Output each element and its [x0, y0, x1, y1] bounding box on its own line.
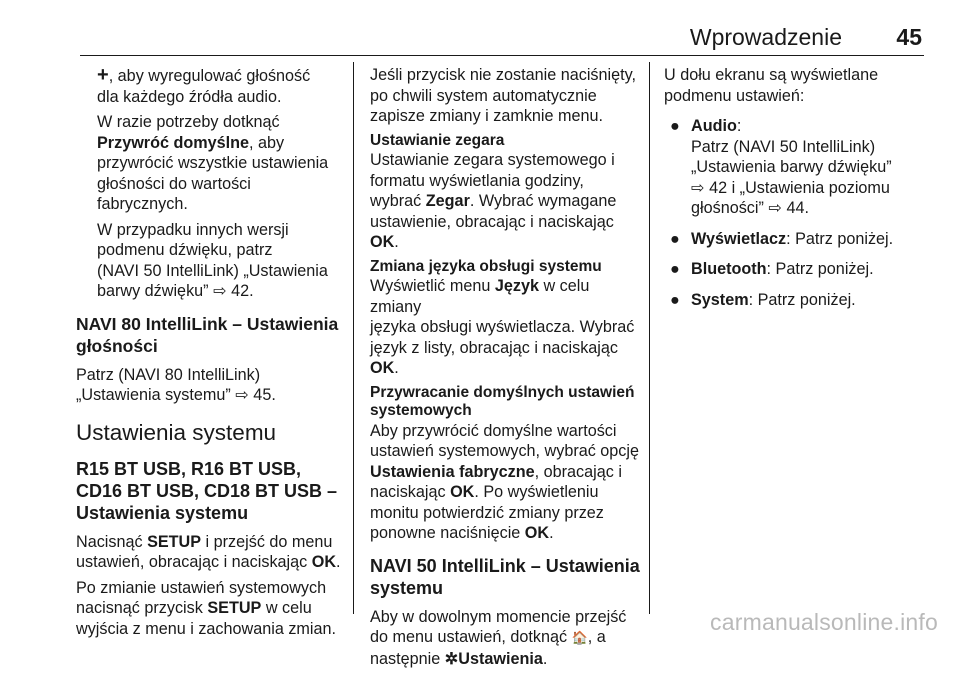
clock-paragraph: Ustawianie zegara Ustawianie zegara systemowego i formatu wyświetlania godziny, wybrać Zegar. Wybrać wymagane ustawienie, obracając i naciskając OK. [370, 132, 640, 253]
exit-paragraph: Po zmianie ustawień systemowych nacisnąć przycisk SETUP w celu wyjścia z menu i zachowania zmian. [76, 578, 337, 638]
heading-language: Zmiana języka obsługi systemu [370, 257, 602, 275]
header-title: Wprowadzenie [689, 24, 842, 50]
column-divider-2 [649, 62, 650, 614]
reset-defaults-label: Przywróć domyślne [97, 133, 250, 152]
gear-icon: ✲ [444, 649, 459, 668]
page-ref-icon: ⇨ [768, 199, 782, 217]
bullet-icon: ● [670, 290, 680, 309]
bullet-icon: ● [670, 229, 680, 248]
page-header [0, 0, 960, 62]
heading-clock: Ustawianie zegara [370, 131, 505, 149]
watermark: carmanualsonline.info [710, 609, 938, 635]
language-paragraph: Zmiana języka obsługi systemu Wyświetlić menu Język w celu zmiany języka obsługi wyświetlacza. Wybrać język z listy, obracając i naciskając OK. [370, 258, 640, 379]
page-number: 45 [896, 24, 922, 50]
submenu-intro: U dołu ekranu są wyświetlane podmenu ustawień: [664, 66, 879, 105]
bullet-icon: ● [670, 260, 680, 278]
navi80-paragraph: Patrz (NAVI 80 IntelliLink) „Ustawienia systemu” ⇨ 45. [76, 365, 276, 404]
heading-restore: Przywracanie domyślnych ustawień systemowych [370, 383, 635, 419]
header-rule [80, 55, 924, 56]
column-2 [370, 65, 640, 674]
other-versions-paragraph: W przypadku innych wersji podmenu dźwięku, patrz (NAVI 50 IntelliLink) „Ustawienia barwy dźwięku” ⇨ 42. [97, 220, 328, 300]
list-item-audio: ● Audio: Patrz (NAVI 50 IntelliLink) „Ustawienia barwy dźwięku” ⇨ 42 i „Ustawienia poziomu głośności” ⇨ 44. [670, 117, 892, 217]
column-divider-1 [353, 62, 354, 614]
restore-paragraph: Przywracanie domyślnych ustawień systemowych Aby przywrócić domyślne wartości ustawień systemowych, wybrać opcję Ustawienia fabryczne, obracając i naciskając OK. Po wyświetleniu monitu potwierdzić zmiany przez ponowne naciśnięcie OK. [370, 383, 639, 542]
list-item-system: ● System: Patrz poniżej. [670, 290, 856, 309]
section-title-system-settings: Ustawienia systemu [76, 419, 277, 445]
column-3 [664, 65, 934, 320]
list-item-bluetooth: ● Bluetooth: Patrz poniżej. [670, 260, 874, 278]
heading-navi80-volume: NAVI 80 IntelliLink – Ustawienia głośności [76, 313, 339, 356]
setup-paragraph: Nacisnąć SETUP i przejść do menu ustawień, obracając i naciskając OK. [76, 532, 341, 571]
bullet-icon: ● [670, 117, 680, 135]
volume-continuation: +, aby wyregulować głośność dla każdego źródła audio. W razie potrzeby dotknąć Przywróć domyślne, aby przywrócić wszystkie ustawienia głośności do wartości fabrycznych. W przypadku innych wersji podmenu dźwięku, patrz (NAVI 50 IntelliLink) „Ustawienia barwy dźwięku” ⇨ 42. [76, 65, 342, 302]
page-ref-icon: ⇨ [235, 386, 249, 404]
heading-r15-system: R15 BT USB, R16 BT USB, CD16 BT USB, CD18 BT USB – Ustawienia systemu [76, 458, 338, 523]
navi50-paragraph: Aby w dowolnym momencie przejść do menu ustawień, dotknąć 🏠, a następnie ✲Ustawienia. [370, 607, 627, 668]
plus-icon: + [97, 64, 109, 86]
heading-navi50-system: NAVI 50 IntelliLink – Ustawienia systemu [370, 555, 640, 598]
list-item-display: ● Wyświetlacz: Patrz poniżej. [670, 229, 894, 248]
page-ref-icon: ⇨ [691, 178, 705, 197]
reset-paragraph: W razie potrzeby dotknąć Przywróć domyślne, aby przywrócić wszystkie ustawienia głośności do wartości fabrycznych. [97, 113, 329, 213]
auto-save-paragraph: Jeśli przycisk nie zostanie naciśnięty, po chwili system automatycznie zapisze zmiany i zamknie menu. [370, 66, 637, 125]
column-1 [76, 65, 342, 644]
home-icon: 🏠 [571, 630, 588, 645]
page-ref-icon: ⇨ [213, 282, 227, 300]
